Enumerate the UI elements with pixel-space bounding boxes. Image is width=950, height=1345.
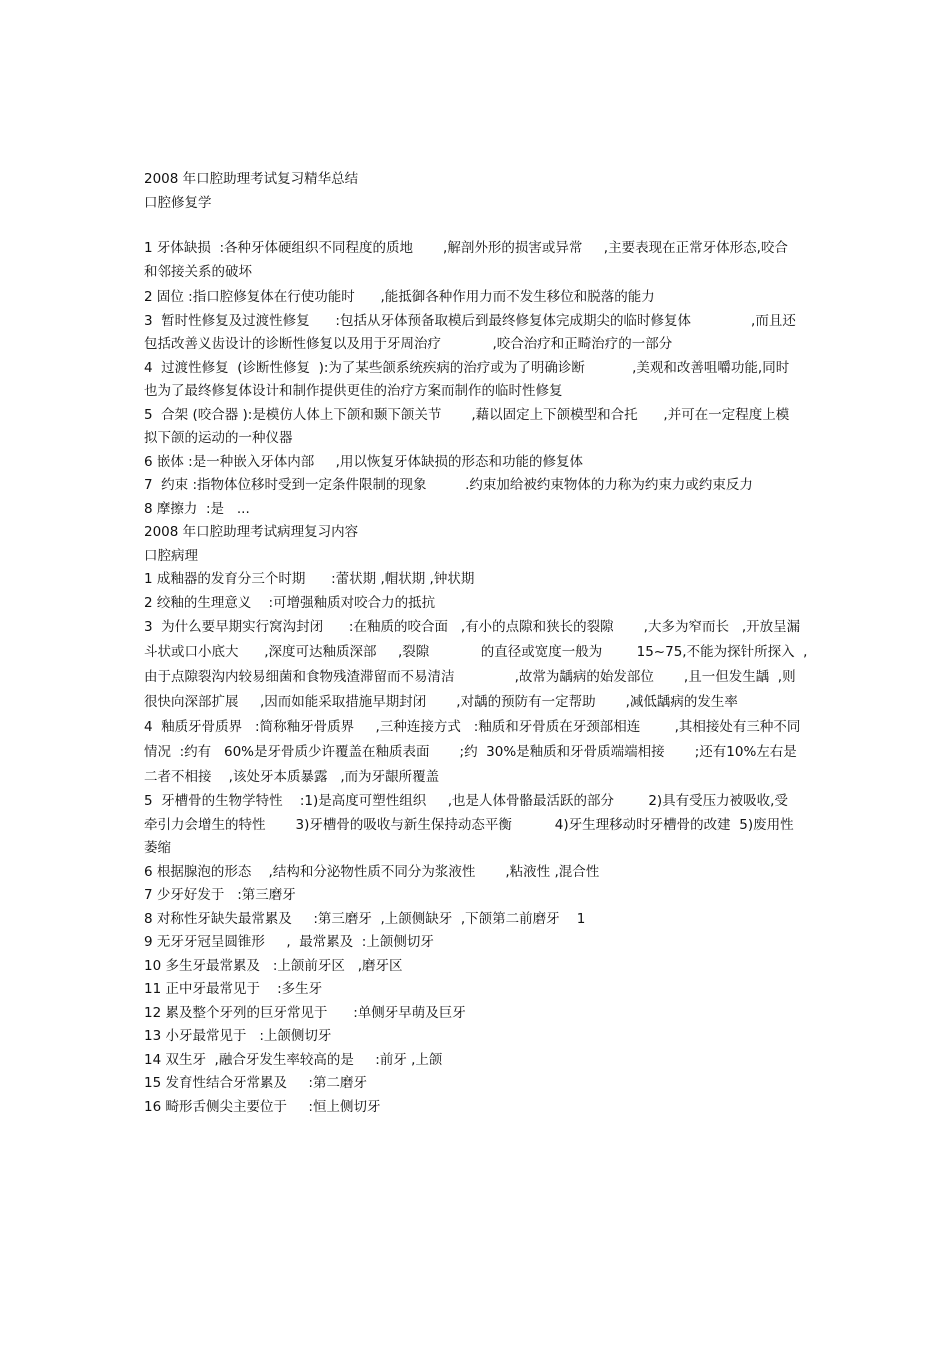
doc-subtitle-2: 口腔病理	[144, 547, 198, 564]
doc-title-1: 2008 年口腔助理考试复习精华总结	[144, 171, 359, 187]
list-item: 6 根据腺泡的形态 ,结构和分泌物性质不同分为浆液性 ,粘液性 ,混合性	[144, 863, 600, 880]
list-item: 3 为什么要早期实行窝沟封闭 :在釉质的咬合面 ,有小的点隙和狭长的裂隙 ,大多为窄而长 ,开放呈漏斗状或口小底大 ,深度可达釉质深部 ,裂隙 的直径或宽度一般为 15~75,不能为探针所探入 ,由于点隙裂沟内较易细菌和食物残渣滞留而不易清洁 ,故常为龋病的始发部位 ,且一但发生龋 ,则很快向深部扩展 ,因而如能采取措施早期封闭 ,对龋的预防有一定帮助 ,减低龋病的发生率	[144, 619, 808, 710]
list-item: 15 发育性结合牙常累及 :第二磨牙	[144, 1075, 367, 1091]
list-item: 2 固位 :指口腔修复体在行使功能时 ,能抵御各种作用力而不发生移位和脱落的能力	[144, 289, 655, 305]
list-item: 7 少牙好发于 :第三磨牙	[144, 887, 296, 903]
doc-title-2: 2008 年口腔助理考试病理复习内容	[144, 524, 359, 540]
list-item: 8 对称性牙缺失最常累及 :第三磨牙 ,上颌侧缺牙 ,下颌第二前磨牙 1	[144, 910, 586, 927]
list-item: 11 正中牙最常见于 :多生牙	[144, 981, 323, 997]
list-item: 6 嵌体 :是一种嵌入牙体内部 ,用以恢复牙体缺损的形态和功能的修复体	[144, 453, 583, 470]
list-item: 16 畸形舌侧尖主要位于 :恒上侧切牙	[144, 1098, 381, 1115]
document-content	[144, 168, 809, 1119]
list-item: 10 多生牙最常累及 :上颌前牙区 ,磨牙区	[144, 957, 403, 974]
list-item: 14 双生牙 ,融合牙发生率较高的是 :前牙 ,上颌	[144, 1051, 443, 1068]
list-item: 13 小牙最常见于 :上颌侧切牙	[144, 1028, 332, 1044]
list-item: 12 累及整个牙列的巨牙常见于 :单侧牙早萌及巨牙	[144, 1004, 466, 1021]
list-item: 1 牙体缺损 :各种牙体硬组织不同程度的质地 ,解剖外形的损害或异常 ,主要表现在正常牙体形态,咬合和邻接关系的破坏	[144, 240, 788, 280]
list-item: 4 釉质牙骨质界 :简称釉牙骨质界 ,三种连接方式 :釉质和牙骨质在牙颈部相连 ,其相接处有三种不同情况 :约有 60%是牙骨质少许覆盖在釉质表面 ;约 30%是釉质和牙骨质端端相接 ;还有10%左右是二者不相接 ,该处牙本质暴露 ,而为牙龈所覆盖	[144, 719, 801, 785]
list-item: 1 成釉器的发育分三个时期 :蕾状期 ,帽状期 ,钟状期	[144, 571, 475, 587]
list-item: 7 约束 :指物体位移时受到一定条件限制的现象 .约束加给被约束物体的力称为约束力或约束反力	[144, 477, 753, 493]
spacer	[144, 215, 809, 237]
list-item: 5 合架 (咬合器 ):是模仿人体上下颌和颞下颌关节 ,藉以固定上下颌模型和合托 ,并可在一定程度上模拟下颌的运动的一种仪器	[144, 406, 790, 446]
list-item: 4 过渡性修复 (诊断性修复 ):为了某些颌系统疾病的治疗或为了明确诊断 ,美观和改善咀嚼功能,同时也为了最终修复体设计和制作提供更佳的治疗方案而制作的临时性修复	[144, 359, 790, 399]
list-item: 2 绞釉的生理意义 :可增强釉质对咬合力的抵抗	[144, 594, 436, 611]
doc-subtitle-1: 口腔修复学	[144, 194, 212, 211]
list-item: 3 暂时性修复及过渡性修复 :包括从牙体预备取模后到最终修复体完成期尖的临时修复体 ,而且还包括改善义齿设计的诊断性修复以及用于牙周治疗 ,咬合治疗和正畸治疗的一部分	[144, 312, 796, 352]
list-item: 8 摩擦力 :是 ...	[144, 500, 250, 517]
list-item: 5 牙槽骨的生物学特性 :1)是高度可塑性组织 ,也是人体骨骼最活跃的部分 2)具有受压力被吸收,受牵引力会增生的特性 3)牙槽骨的吸收与新生保持动态平衡 4)牙生理移动时牙槽骨的改建 5)废用性萎缩	[144, 793, 794, 856]
list-item: 9 无牙牙冠呈圆锥形 , 最常累及 :上颌侧切牙	[144, 934, 434, 950]
